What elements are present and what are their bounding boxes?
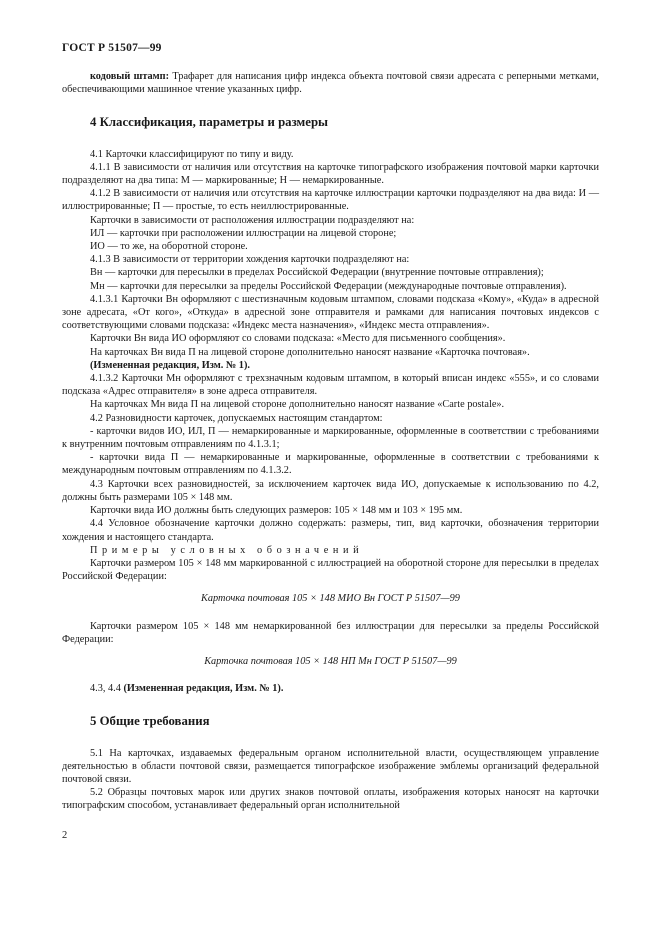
document-header: ГОСТ Р 51507—99: [62, 42, 162, 54]
paragraph-4-4: 4.4 Условное обозначение карточки должно содержать: размеры, тип, вид карточки, обозначения территории хождения и настоящего стандарта.: [62, 518, 599, 543]
section-5-title: 5 Общие требования: [90, 714, 210, 729]
page-number: 2: [62, 830, 68, 841]
paragraph: Карточки Вн вида ИО оформляют со словами подсказа: «Место для письменного сообщения».: [90, 333, 506, 345]
paragraph-4-1-3-2: 4.1.3.2 Карточки Мн оформляют с трехзначным кодовым штампом, в который вписан индекс «555», и со словами подсказа «Адрес отправителя» в зоне адреса отправителя.: [62, 373, 599, 398]
paragraph: Вн — карточки для пересылки в пределах Российской Федерации (внутренние почтовые отправления);: [90, 267, 544, 279]
list-item: - карточки видов ИО, ИЛ, П — немаркированные и маркированные, оформленные в соответствии с требованиями к внутренним почтовым отправлениям по 4.1.3.1;: [62, 425, 599, 451]
example-1-designation: Карточка почтовая 105 × 148 МИО Вн ГОСТ Р 51507—99: [201, 593, 460, 605]
paragraph: Карточки в зависимости от расположения иллюстрации подразделяют на:: [90, 214, 415, 226]
example-2-designation: Карточка почтовая 105 × 148 НП Мн ГОСТ Р 51507—99: [204, 655, 457, 667]
paragraph-5-1: 5.1 На карточках, издаваемых федеральным органом исполнительной власти, осуществляющем управление деятельностью в области почтовой связи, размещается типографское изображение эмблемы организаций федеральной почтовой связи.: [62, 747, 599, 785]
example-2-description: Карточки размером 105 × 148 мм немаркированной без иллюстрации для пересылки за пределы Российской Федерации:: [62, 620, 599, 645]
paragraph-4-1-2: 4.1.2 В зависимости от наличия или отсутствия на карточке иллюстрации карточки подразделяют на два вида: И — иллюстрированные; П — простые, то есть неиллюстрированные.: [62, 188, 599, 213]
paragraph: Карточки вида ИО должны быть следующих размеров: 105 × 148 мм и 103 × 195 мм.: [90, 505, 463, 517]
amendment-text: (Измененная редакция, Изм. № 1).: [123, 683, 284, 695]
paragraph-4-1-3-1: 4.1.3.1 Карточки Вн оформляют с шестизначным кодовым штампом, словами подсказа «Кому», «Куда» в адресной зоне адресата, «От кого», «Откуда» в адресной зоне отправителя и рамками для написания почтовых индексов с соответствующими словами подсказа: «Индекс места назначения», «Индекс места отправления».: [62, 293, 599, 332]
section-4-title: 4 Классификация, параметры и размеры: [90, 115, 329, 130]
paragraph: На карточках Мн вида П на лицевой стороне дополнительно наносят название «Carte postale».: [90, 399, 505, 411]
paragraph-4-1-1: 4.1.1 В зависимости от наличия или отсутствия на карточке типографского изображения почтовой марки карточки подразделяют на два типа: М — маркированные; Н — немаркированные.: [62, 161, 599, 187]
paragraph-4-1-3: 4.1.3 В зависимости от территории хождения карточки подразделяют на:: [90, 254, 410, 266]
amendment-note: (Измененная редакция, Изм. № 1).: [90, 359, 250, 371]
term: кодовый штамп:: [90, 71, 170, 82]
list-item: - карточки вида П — немаркированные и маркированные, оформленные в соответствии с требованиями к международным почтовым отправлениям по 4.1.3.2.: [62, 452, 599, 477]
paragraph: На карточках Вн вида П на лицевой стороне дополнительно наносят название «Карточка почтовая».: [90, 346, 530, 358]
term-text: Трафарет для написания цифр индекса объекта почтовой связи адресата с реперными метками, обеспечивающими машинное чтение указанных цифр.: [62, 71, 599, 96]
document-body: [62, 70, 599, 813]
paragraph-5-2: 5.2 Образцы почтовых марок или других знаков почтовой оплаты, изображения которых наносят на карточки типографским способом, устанавливает федеральный орган исполнительной: [62, 787, 599, 812]
amendment-note: [62, 682, 599, 695]
paragraph-4-3: 4.3 Карточки всех разновидностей, за исключением карточек вида ИО, допускаемые к использованию по 4.2, должны быть размерами 105 × 148 мм.: [62, 478, 599, 503]
paragraph-4-1: 4.1 Карточки классифицируют по типу и виду.: [90, 148, 294, 160]
paragraph-4-2: 4.2 Разновидности карточек, допускаемых настоящим стандартом:: [90, 412, 383, 424]
amendment-refs: 4.3, 4.4: [90, 683, 124, 695]
examples-heading: Примеры условных обозначений: [90, 544, 364, 556]
example-1-description: Карточки размером 105 × 148 мм маркированной с иллюстрацией на оборотной стороне для пересылки в пределах Российской Федерации:: [62, 557, 599, 583]
paragraph: ИО — то же, на оборотной стороне.: [90, 241, 248, 253]
term-definition: [62, 70, 599, 96]
paragraph: ИЛ — карточки при расположении иллюстрации на лицевой стороне;: [90, 227, 397, 239]
paragraph: Мн — карточки для пересылки за пределы Российской Федерации (международные почтовые отправления).: [90, 280, 567, 292]
